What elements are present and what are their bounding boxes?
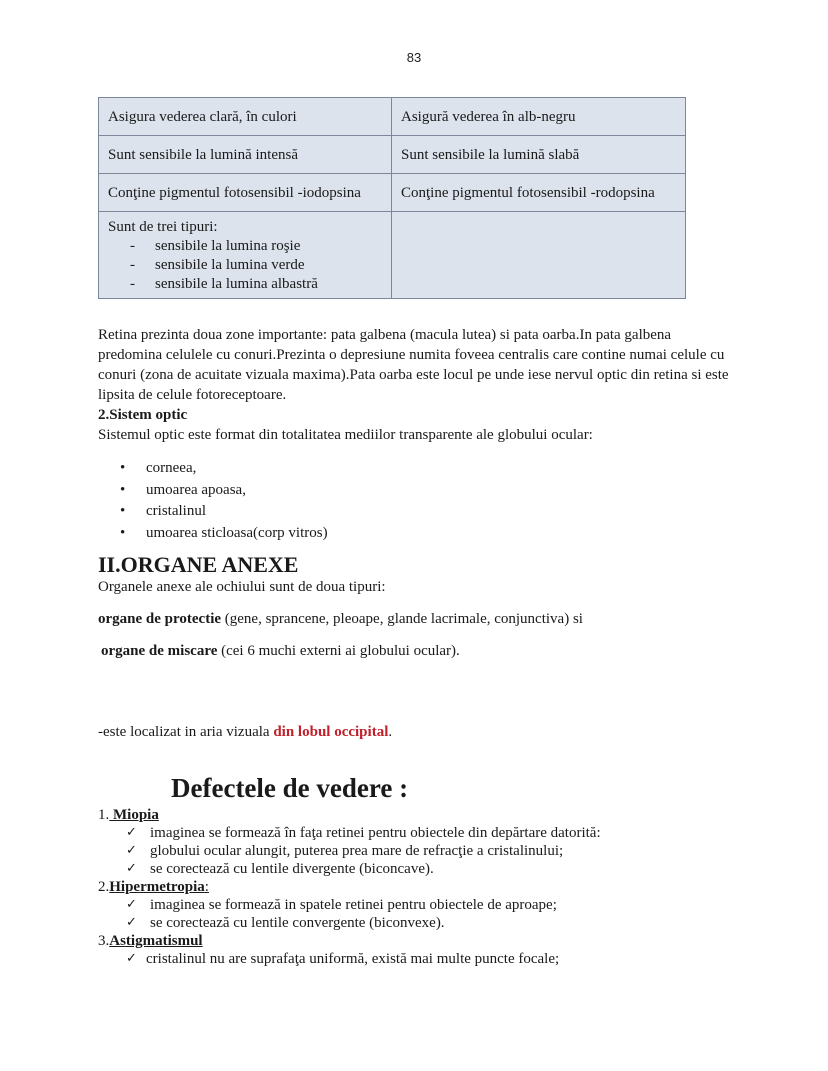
sistem-optic-intro: Sistemul optic este format din totalitatea mediilor transparente ale globului ocular: <box>98 427 593 443</box>
text: . <box>388 724 393 740</box>
list-item: - sensibile la lumina roşie <box>130 237 382 256</box>
defect-number: 1. <box>98 807 110 823</box>
localizare-line <box>98 724 392 741</box>
table-cell: Conţine pigmentul fotosensibil -rodopsina <box>392 174 686 212</box>
dash-list <box>108 237 382 294</box>
anexe-miscare <box>101 643 460 660</box>
list-item: ✓ cristalinul nu are suprafaţa uniformă, există mai multe puncte focale; <box>98 950 601 968</box>
defect-heading <box>98 932 601 950</box>
section-heading: II.ORGANE ANEXE <box>98 552 299 577</box>
list-item: ✓ se corectează cu lentile divergente (biconcave). <box>98 860 601 878</box>
bullet-list <box>98 458 328 544</box>
table-cell: Asigură vederea în alb-negru <box>392 98 686 136</box>
check-list <box>98 824 601 878</box>
text: : <box>204 879 209 895</box>
anexe-protectie <box>98 611 583 628</box>
list-item: ✓ imaginea se formează in spatele retinei pentru obiectele de aproape; <box>98 896 601 914</box>
section-heading: 2.Sistem optic <box>98 407 188 423</box>
text: -este localizat in aria vizuala <box>98 724 274 740</box>
text: Hipermetropia <box>109 879 205 895</box>
defect-name <box>109 879 209 895</box>
table-cell: Sunt sensibile la lumină intensă <box>99 136 392 174</box>
defect-heading <box>98 806 601 824</box>
list-item: ✓ globului ocular alungit, puterea prea mare de refracţie a cristalinului; <box>98 842 601 860</box>
cell-heading: Sunt de trei tipuri: <box>108 219 218 235</box>
table-cell: Conţine pigmentul fotosensibil -iodopsina <box>99 174 392 212</box>
list-item: • cristalinul <box>98 501 328 523</box>
anexe-intro: Organele anexe ale ochiului sunt de doua tipuri: <box>98 579 386 595</box>
list-item: ✓ se corectează cu lentile convergente (biconvexe). <box>98 914 601 932</box>
list-item: ✓ imaginea se formează în faţa retinei pentru obiectele din depărtare datorită: <box>98 824 601 842</box>
table-row <box>99 136 686 174</box>
page-number: 83 <box>406 50 422 65</box>
table-row <box>99 98 686 136</box>
table-cell <box>392 212 686 299</box>
table-cell <box>99 212 392 299</box>
page-title: Defectele de vedere : <box>171 773 409 803</box>
list-item: - sensibile la lumina albastră <box>130 275 382 294</box>
check-list <box>98 950 601 968</box>
defects-list <box>98 806 601 968</box>
text: (cei 6 muchi externi ai globului ocular). <box>217 643 460 659</box>
defect-heading <box>98 878 601 896</box>
defect-number: 2. <box>98 879 110 895</box>
table-row <box>99 174 686 212</box>
check-list <box>98 896 601 932</box>
defect-name: Astigmatismul <box>109 933 203 949</box>
table-cell: Sunt sensibile la lumină slabă <box>392 136 686 174</box>
list-item: - sensibile la lumina verde <box>130 256 382 275</box>
defect-number: 3. <box>98 933 110 949</box>
list-item: • umoarea sticloasa(corp vitros) <box>98 523 328 545</box>
comparison-table <box>98 97 686 299</box>
table-row <box>99 212 686 299</box>
retina-paragraph: Retina prezinta doua zone importante: pata galbena (macula lutea) si pata oarba.In pata galbena predomina celulele cu conuri.Prezinta o depresiune numita foveea centralis care contine numai celule cu conuri (zona de acuitate vizuala maxima).Pata oarba este locul pe unde iese nervul optic din retina si este lipsita de celule fotoreceptoare. <box>98 327 729 403</box>
bold-term: organe de protectie <box>98 611 222 627</box>
bold-term: organe de miscare <box>101 643 218 659</box>
list-item: • corneea, <box>98 458 328 480</box>
retina-section <box>98 325 738 445</box>
list-item: • umoarea apoasa, <box>98 480 328 502</box>
highlight-text: din lobul occipital <box>273 724 389 740</box>
defect-name: Miopia <box>109 807 159 823</box>
text: (gene, sprancene, pleoape, glande lacrimale, conjunctiva) si <box>221 611 583 627</box>
table-cell: Asigura vederea clară, în culori <box>99 98 392 136</box>
